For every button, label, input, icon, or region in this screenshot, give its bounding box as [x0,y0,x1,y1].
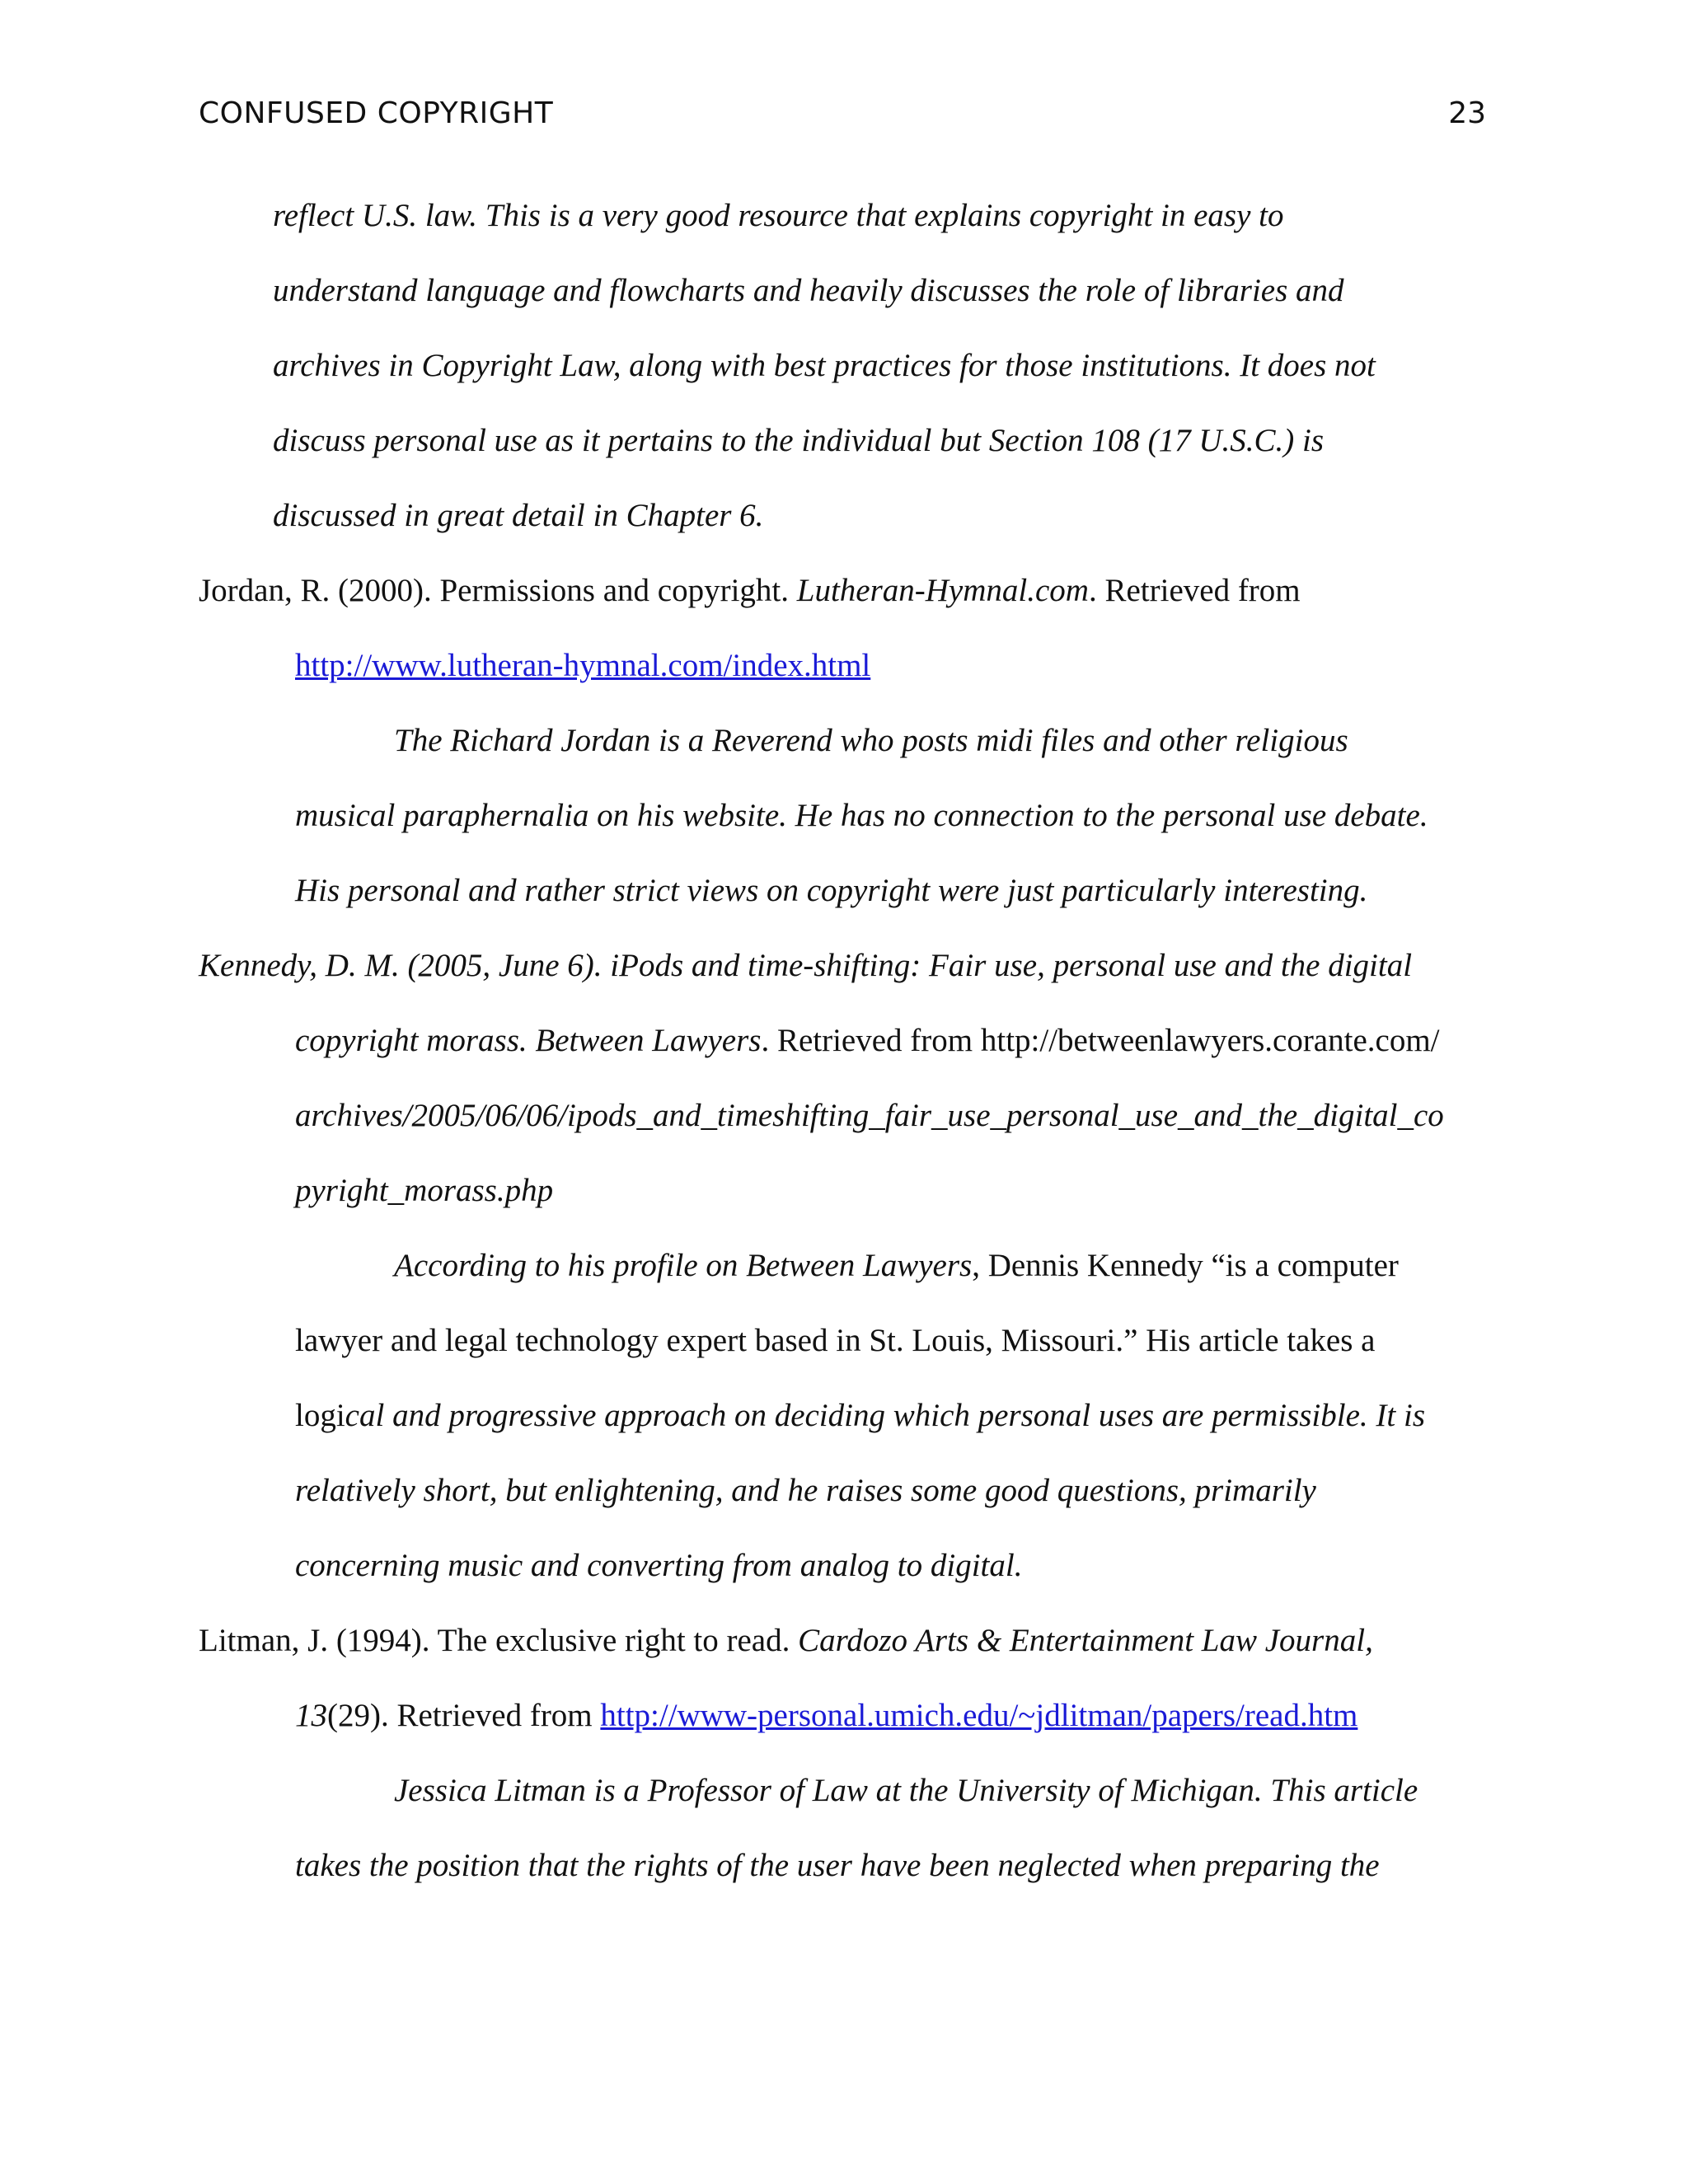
annotation-plain-part: logi [295,1398,345,1433]
citation-url-line [295,646,870,686]
annotation-line: His personal and rather strict views on copyright were just particularly interesting. [295,873,1368,908]
annotation-line: concerning music and converting from analog to digital. [295,1548,1023,1583]
citation-retrieved: . Retrieved from [1088,573,1301,608]
annotation-line: takes the position that the rights of the user have been neglected when preparing the [295,1848,1380,1883]
annotation-italic-part: According to his profile on Between Lawyers [394,1248,973,1283]
citation-site: Lutheran-Hymnal.com [796,573,1089,608]
litman-url-link[interactable]: http://www-personal.umich.edu/~jdlitman/papers/read.htm [600,1698,1358,1733]
citation-line [199,571,1301,611]
annotation-line [394,1246,1399,1286]
citation-line [199,1621,1373,1661]
annotation-line: lawyer and legal technology expert based in St. Louis, Missouri.” His article takes a [295,1323,1376,1358]
annotation-line: discussed in great detail in Chapter 6. [273,498,764,533]
citation-line: Kennedy, D. M. (2005, June 6). iPods and time-shifting: Fair use, personal use and the digital [199,948,1413,983]
citation-volume: 13 [295,1698,327,1733]
citation-source: copyright morass. Between Lawyers [295,1023,762,1058]
annotation-line: The Richard Jordan is a Reverend who posts midi files and other religious [394,723,1348,758]
citation-line [295,1021,1440,1061]
annotation-line: Jessica Litman is a Professor of Law at the University of Michigan. This article [394,1773,1418,1808]
citation-line: archives/2005/06/06/ipods_and_timeshifting_fair_use_personal_use_and_the_digital_co [295,1098,1444,1133]
page-number: 23 [1448,96,1486,130]
jordan-url-link[interactable]: http://www.lutheran-hymnal.com/index.html [295,648,871,683]
annotation-line: reflect U.S. law. This is a very good resource that explains copyright in easy to [273,198,1284,233]
citation-retrieved: . Retrieved from http://betweenlawyers.corante.com/ [761,1023,1440,1058]
annotation-line: musical paraphernalia on his website. He has no connection to the personal use debate. [295,798,1428,833]
annotation-italic-part: cal and progressive approach on deciding which personal uses are permissible. It is [345,1398,1425,1433]
annotation-line: archives in Copyright Law, along with best practices for those institutions. It does not [273,348,1376,383]
citation-author-title: Litman, J. (1994). The exclusive right to read. [199,1623,799,1658]
annotation-line: discuss personal use as it pertains to the individual but Section 108 (17 U.S.C.) is [273,423,1325,458]
annotation-line: understand language and flowcharts and heavily discusses the role of libraries and [273,273,1344,308]
annotation-line: relatively short, but enlightening, and he raises some good questions, primarily [295,1473,1316,1508]
citation-issue-retrieved: (29). Retrieved from [327,1698,601,1733]
citation-journal: Cardozo Arts & Entertainment Law Journal, [798,1623,1373,1658]
annotation-plain-part: , Dennis Kennedy “is a computer [972,1248,1399,1283]
citation-line [295,1696,1357,1736]
running-title: CONFUSED COPYRIGHT [199,96,554,130]
citation-author-title: Jordan, R. (2000). Permissions and copyright. [199,573,797,608]
citation-line: pyright_morass.php [295,1173,554,1208]
annotation-line [295,1396,1425,1436]
